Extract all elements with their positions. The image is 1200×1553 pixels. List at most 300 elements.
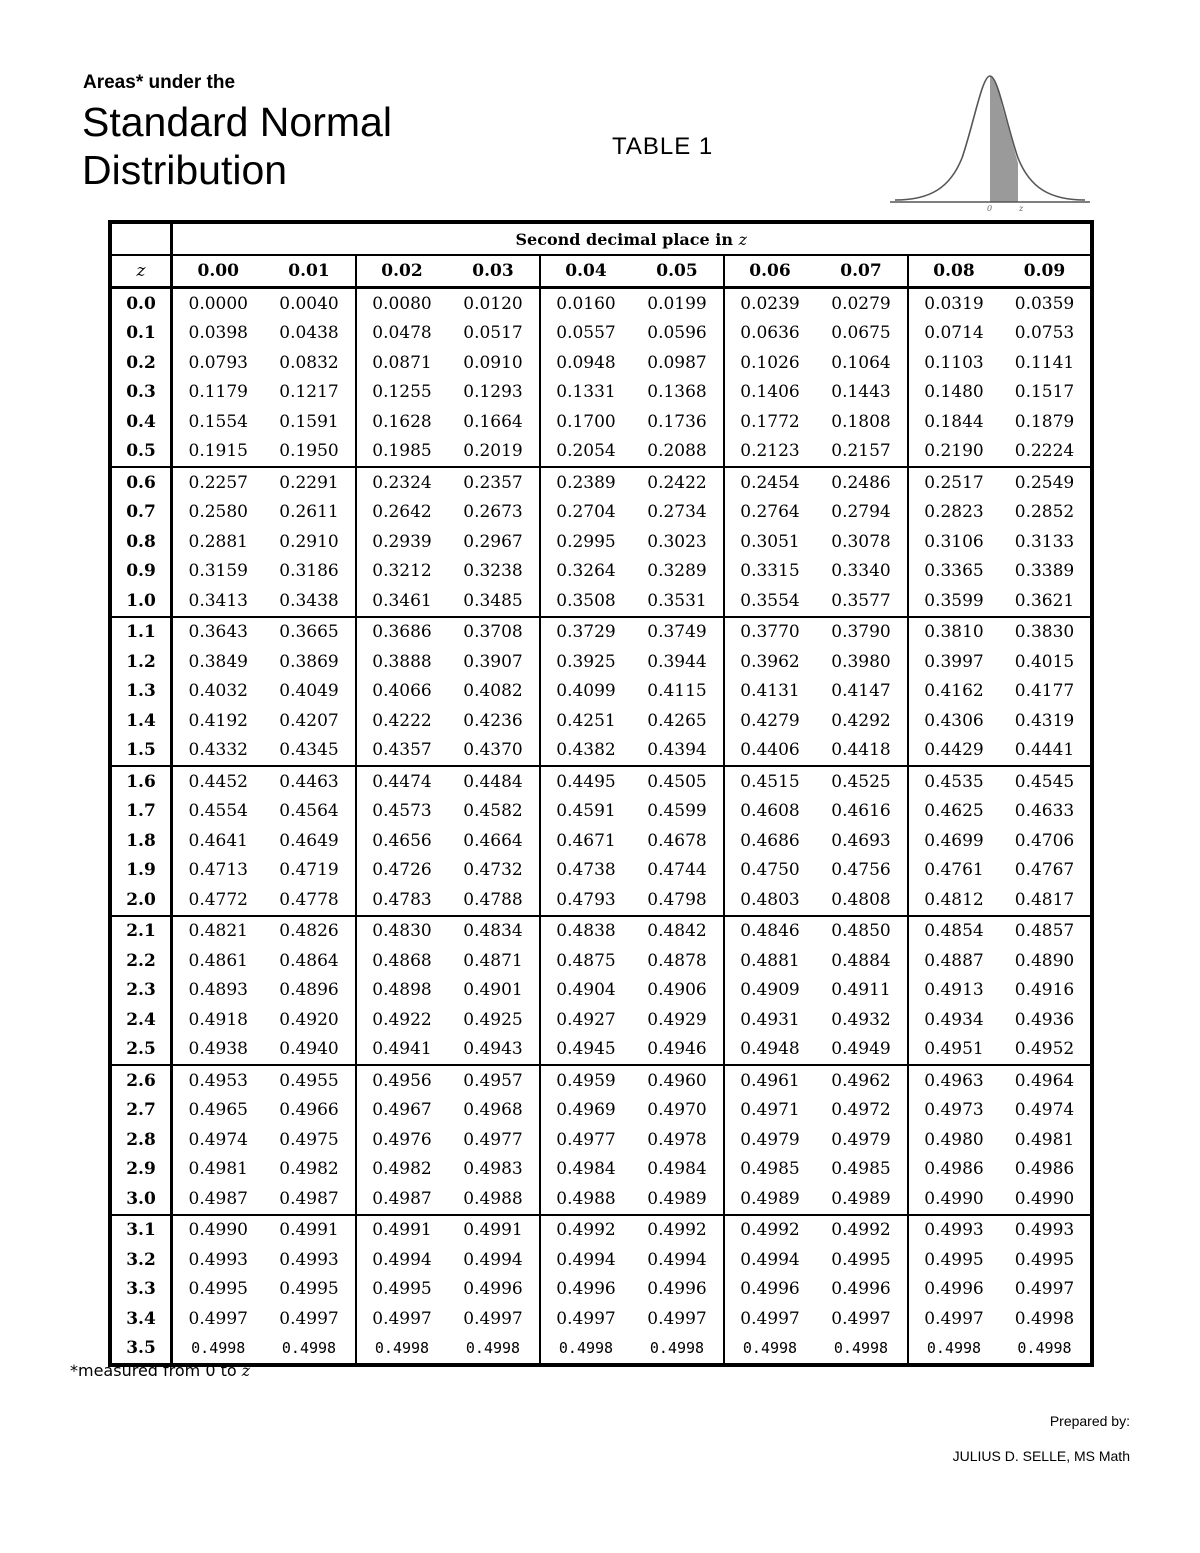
z-value-cell: 0.0 — [110, 288, 172, 319]
area-value-cell: 0.4982 — [264, 1155, 356, 1185]
column-header: 0.07 — [816, 255, 908, 288]
area-value-cell: 0.4953 — [188, 1070, 248, 1091]
column-header-row — [110, 255, 1092, 288]
area-value-cell: 0.0596 — [632, 319, 724, 349]
area-value-cell: 0.1772 — [740, 411, 800, 432]
area-value-cell: 0.1064 — [816, 348, 908, 378]
table-row — [110, 348, 1092, 378]
column-header: 0.08 — [908, 255, 1000, 288]
super-header — [172, 222, 1092, 255]
z-value-cell: 2.1 — [110, 916, 172, 947]
area-value-cell: 0.4979 — [740, 1129, 800, 1150]
area-value-cell: 0.4878 — [632, 946, 724, 976]
z-value-cell: 0.5 — [110, 437, 172, 468]
area-value-cell: 0.4842 — [632, 916, 724, 947]
z-value-cell: 3.5 — [110, 1334, 172, 1366]
area-value-cell: 0.4996 — [448, 1275, 540, 1305]
area-value-cell: 0.4990 — [908, 1184, 1000, 1215]
area-value-cell: 0.2673 — [448, 498, 540, 528]
shaded-area — [990, 76, 1018, 202]
area-value-cell: 0.4998 — [926, 1339, 982, 1358]
area-value-cell: 0.4990 — [188, 1220, 248, 1241]
area-value-cell: 0.1879 — [1014, 411, 1075, 432]
area-value-cell: 0.0080 — [372, 293, 432, 314]
area-value-cell: 0.3749 — [632, 617, 724, 648]
area-value-cell: 0.4976 — [372, 1129, 432, 1150]
area-value-cell: 0.4993 — [264, 1245, 356, 1275]
area-value-cell: 0.4992 — [816, 1215, 908, 1246]
area-value-cell: 0.4826 — [264, 916, 356, 947]
area-value-cell: 0.2881 — [188, 531, 248, 552]
z-column-header-text: z — [136, 261, 146, 281]
area-value-cell: 0.4934 — [924, 1009, 984, 1030]
area-value-cell: 0.4952 — [1000, 1035, 1092, 1066]
area-value-cell: 0.4713 — [188, 860, 248, 881]
area-value-cell: 0.2257 — [188, 472, 248, 493]
table-row — [110, 1125, 1092, 1155]
area-value-cell: 0.4940 — [264, 1035, 356, 1066]
area-value-cell: 0.4972 — [816, 1096, 908, 1126]
area-value-cell: 0.4974 — [1014, 1100, 1075, 1121]
area-value-cell: 0.1217 — [264, 378, 356, 408]
area-value-cell: 0.4987 — [264, 1184, 356, 1215]
area-value-cell: 0.4616 — [816, 797, 908, 827]
area-value-cell: 0.4857 — [1014, 921, 1075, 942]
area-value-cell: 0.2357 — [448, 467, 540, 498]
area-value-cell: 0.4984 — [632, 1155, 724, 1185]
area-value-cell: 0.2967 — [448, 527, 540, 557]
area-value-cell: 0.4582 — [448, 797, 540, 827]
area-value-cell: 0.4474 — [372, 771, 432, 792]
area-value-cell: 0.4830 — [372, 921, 432, 942]
area-value-cell: 0.4884 — [816, 946, 908, 976]
table-label: TABLE 1 — [612, 133, 714, 160]
z-value-cell: 2.2 — [110, 946, 172, 976]
area-value-cell: 0.1480 — [924, 382, 984, 403]
area-value-cell: 0.4931 — [740, 1009, 800, 1030]
area-value-cell: 0.4922 — [372, 1009, 432, 1030]
area-value-cell: 0.4515 — [740, 771, 800, 792]
area-value-cell: 0.4986 — [1014, 1159, 1075, 1180]
area-value-cell: 0.4932 — [816, 1005, 908, 1035]
area-value-cell: 0.3708 — [448, 617, 540, 648]
area-value-cell: 0.4960 — [632, 1065, 724, 1096]
area-value-cell: 0.3729 — [556, 622, 616, 643]
area-value-cell: 0.3159 — [188, 561, 248, 582]
area-value-cell: 0.3925 — [556, 651, 616, 672]
z-value-cell: 0.9 — [110, 557, 172, 587]
area-value-cell: 0.3869 — [264, 647, 356, 677]
area-value-cell: 0.4996 — [556, 1279, 616, 1300]
table-row — [110, 916, 1092, 947]
area-value-cell: 0.4913 — [924, 980, 984, 1001]
area-value-cell: 0.4177 — [1014, 681, 1075, 702]
area-value-cell: 0.4994 — [556, 1249, 616, 1270]
area-value-cell: 0.4965 — [188, 1100, 248, 1121]
area-value-cell: 0.4066 — [372, 681, 432, 702]
area-value-cell: 0.4834 — [448, 916, 540, 947]
z-value-cell: 3.1 — [110, 1215, 172, 1246]
area-value-cell: 0.4279 — [740, 710, 800, 731]
area-value-cell: 0.3770 — [740, 622, 800, 643]
area-value-cell: 0.0871 — [372, 352, 432, 373]
z-value-cell: 0.8 — [110, 527, 172, 557]
area-value-cell: 0.3790 — [816, 617, 908, 648]
z-value-cell: 1.4 — [110, 706, 172, 736]
area-value-cell: 0.3023 — [632, 527, 724, 557]
area-value-cell: 0.4990 — [1000, 1184, 1092, 1215]
area-value-cell: 0.4998 — [816, 1334, 908, 1366]
area-value-cell: 0.4963 — [924, 1070, 984, 1091]
area-value-cell: 0.4554 — [188, 801, 248, 822]
area-value-cell: 0.3643 — [188, 622, 248, 643]
area-value-cell: 0.4732 — [448, 856, 540, 886]
table-row — [110, 885, 1092, 916]
area-value-cell: 0.3830 — [1014, 622, 1075, 643]
area-value-cell: 0.4949 — [816, 1035, 908, 1066]
z-value-cell: 2.3 — [110, 976, 172, 1006]
z-value-cell: 1.7 — [110, 797, 172, 827]
area-value-cell: 0.4131 — [740, 681, 800, 702]
area-value-cell: 0.3289 — [632, 557, 724, 587]
area-value-cell: 0.4941 — [356, 1035, 448, 1066]
area-value-cell: 0.4966 — [264, 1096, 356, 1126]
area-value-cell: 0.4995 — [264, 1275, 356, 1305]
area-value-cell: 0.4608 — [740, 801, 800, 822]
area-value-cell: 0.4418 — [816, 736, 908, 767]
title-line-2: Distribution — [82, 147, 288, 193]
area-value-cell: 0.2157 — [816, 437, 908, 468]
area-value-cell: 0.3485 — [448, 586, 540, 617]
area-value-cell: 0.0948 — [556, 352, 616, 373]
area-value-cell: 0.0832 — [264, 348, 356, 378]
area-value-cell: 0.1368 — [632, 378, 724, 408]
area-value-cell: 0.4993 — [924, 1220, 984, 1241]
area-value-cell: 0.1736 — [632, 407, 724, 437]
area-value-cell: 0.3621 — [1000, 586, 1092, 617]
z-value-cell: 1.9 — [110, 856, 172, 886]
area-value-cell: 0.4989 — [724, 1184, 816, 1215]
z-value-cell: 0.3 — [110, 378, 172, 408]
area-value-cell: 0.4591 — [556, 801, 616, 822]
area-value-cell: 0.4162 — [924, 681, 984, 702]
table-row — [110, 826, 1092, 856]
z-value-cell: 1.1 — [110, 617, 172, 648]
area-value-cell: 0.4998 — [448, 1334, 540, 1366]
area-value-cell: 0.4838 — [556, 921, 616, 942]
table-row — [110, 1304, 1092, 1334]
area-value-cell: 0.4871 — [448, 946, 540, 976]
area-value-cell: 0.4955 — [264, 1065, 356, 1096]
area-value-cell: 0.2734 — [632, 498, 724, 528]
column-header: 0.02 — [356, 255, 448, 288]
table-row — [110, 617, 1092, 648]
area-value-cell: 0.3389 — [1014, 561, 1075, 582]
area-value-cell: 0.4726 — [372, 860, 432, 881]
z-value-cell: 1.2 — [110, 647, 172, 677]
area-value-cell: 0.4525 — [816, 766, 908, 797]
area-value-cell: 0.4997 — [264, 1304, 356, 1334]
area-value-cell: 0.4251 — [556, 710, 616, 731]
area-value-cell: 0.4943 — [448, 1035, 540, 1066]
z-value-cell: 1.6 — [110, 766, 172, 797]
area-value-cell: 0.3413 — [172, 586, 264, 617]
area-value-cell: 0.4969 — [556, 1100, 616, 1121]
area-value-cell: 0.4989 — [816, 1184, 908, 1215]
area-value-cell: 0.4850 — [816, 916, 908, 947]
area-value-cell: 0.4948 — [724, 1035, 816, 1066]
area-value-cell: 0.0636 — [740, 323, 800, 344]
area-value-cell: 0.4916 — [1014, 980, 1075, 1001]
area-value-cell: 0.3531 — [632, 586, 724, 617]
area-value-cell: 0.1255 — [372, 382, 432, 403]
z-value-cell: 3.0 — [110, 1184, 172, 1215]
area-value-cell: 0.4980 — [924, 1129, 984, 1150]
area-value-cell: 0.0040 — [264, 288, 356, 319]
z-value-cell: 1.3 — [110, 677, 172, 707]
area-value-cell: 0.3907 — [448, 647, 540, 677]
area-value-cell: 0.4987 — [356, 1184, 448, 1215]
area-value-cell: 0.4599 — [632, 797, 724, 827]
area-value-cell: 0.4671 — [556, 830, 616, 851]
z-value-cell: 2.4 — [110, 1005, 172, 1035]
area-value-cell: 0.4959 — [556, 1070, 616, 1091]
table-row — [110, 467, 1092, 498]
area-value-cell: 0.4332 — [172, 736, 264, 767]
table-row — [110, 677, 1092, 707]
z-value-cell: 3.2 — [110, 1245, 172, 1275]
area-value-cell: 0.4996 — [924, 1279, 984, 1300]
z-column-header — [110, 255, 172, 288]
area-value-cell: 0.4049 — [264, 677, 356, 707]
area-value-cell: 0.4994 — [448, 1245, 540, 1275]
area-value-cell: 0.4750 — [740, 860, 800, 881]
area-value-cell: 0.0714 — [924, 323, 984, 344]
area-value-cell: 0.4981 — [1014, 1129, 1075, 1150]
area-value-cell: 0.4319 — [1014, 710, 1075, 731]
z-table — [108, 220, 1094, 1367]
area-value-cell: 0.4906 — [632, 976, 724, 1006]
z-value-cell: 2.5 — [110, 1035, 172, 1066]
area-value-cell: 0.3577 — [816, 586, 908, 617]
area-value-cell: 0.0438 — [264, 319, 356, 349]
area-value-cell: 0.4994 — [740, 1249, 800, 1270]
column-header: 0.00 — [172, 255, 264, 288]
area-value-cell: 0.4995 — [1014, 1249, 1075, 1270]
title-line-1: Standard Normal — [82, 99, 392, 145]
area-value-cell: 0.1443 — [816, 378, 908, 408]
area-value-cell: 0.0557 — [556, 323, 616, 344]
area-value-cell: 0.1103 — [924, 352, 984, 373]
area-value-cell: 0.4920 — [264, 1005, 356, 1035]
area-value-cell: 0.4382 — [540, 736, 632, 767]
area-value-cell: 0.4901 — [448, 976, 540, 1006]
area-value-cell: 0.4505 — [632, 766, 724, 797]
area-value-cell: 0.2486 — [816, 467, 908, 498]
table-row — [110, 1215, 1092, 1246]
area-value-cell: 0.4864 — [264, 946, 356, 976]
area-value-cell: 0.4997 — [188, 1308, 248, 1329]
area-value-cell: 0.4964 — [1014, 1070, 1075, 1091]
table-row — [110, 437, 1092, 468]
area-value-cell: 0.4817 — [1000, 885, 1092, 916]
area-value-cell: 0.4982 — [372, 1159, 432, 1180]
area-value-cell: 0.4803 — [724, 885, 816, 916]
area-value-cell: 0.2224 — [1000, 437, 1092, 468]
area-value-cell: 0.3554 — [724, 586, 816, 617]
area-value-cell: 0.4991 — [372, 1220, 432, 1241]
area-value-cell: 0.4996 — [740, 1279, 800, 1300]
table-row — [110, 319, 1092, 349]
area-value-cell: 0.4772 — [172, 885, 264, 916]
area-value-cell: 0.4495 — [556, 771, 616, 792]
area-value-cell: 0.0910 — [448, 348, 540, 378]
area-value-cell: 0.0478 — [372, 323, 432, 344]
z-value-cell: 3.4 — [110, 1304, 172, 1334]
table-row — [110, 647, 1092, 677]
area-value-cell: 0.4306 — [924, 710, 984, 731]
area-value-cell: 0.4719 — [264, 856, 356, 886]
area-value-cell: 0.4973 — [924, 1100, 984, 1121]
area-value-cell: 0.4987 — [172, 1184, 264, 1215]
area-value-cell: 0.4993 — [1014, 1220, 1075, 1241]
area-value-cell: 0.2190 — [908, 437, 1000, 468]
area-value-cell: 0.4896 — [264, 976, 356, 1006]
area-value-cell: 0.3888 — [372, 651, 432, 672]
area-value-cell: 0.4998 — [558, 1339, 614, 1358]
area-value-cell: 0.4649 — [264, 826, 356, 856]
area-value-cell: 0.4998 — [191, 1339, 246, 1358]
area-value-cell: 0.0120 — [448, 288, 540, 319]
area-value-cell: 0.4756 — [816, 856, 908, 886]
area-value-cell: 0.4997 — [816, 1304, 908, 1334]
area-value-cell: 0.4846 — [740, 921, 800, 942]
area-value-cell: 0.3508 — [540, 586, 632, 617]
z-value-cell: 2.8 — [110, 1125, 172, 1155]
area-value-cell: 0.2852 — [1014, 502, 1075, 523]
area-value-cell: 0.2454 — [740, 472, 800, 493]
area-value-cell: 0.1179 — [188, 382, 248, 403]
super-header-text: Second decimal place in z — [515, 229, 747, 249]
z-value-cell: 1.0 — [110, 586, 172, 617]
area-value-cell: 0.0359 — [1014, 293, 1075, 314]
area-value-cell: 0.4357 — [356, 736, 448, 767]
z-value-cell: 0.4 — [110, 407, 172, 437]
table-row — [110, 797, 1092, 827]
area-value-cell: 0.4994 — [372, 1249, 432, 1270]
area-value-cell: 0.4998 — [1014, 1308, 1075, 1329]
area-value-cell: 0.4970 — [632, 1096, 724, 1126]
area-value-cell: 0.4993 — [188, 1249, 248, 1270]
area-value-cell: 0.4429 — [908, 736, 1000, 767]
area-value-cell: 0.4995 — [372, 1279, 432, 1300]
area-value-cell: 0.0793 — [188, 352, 248, 373]
area-value-cell: 0.2291 — [264, 467, 356, 498]
area-value-cell: 0.4995 — [188, 1279, 248, 1300]
area-value-cell: 0.4573 — [372, 801, 432, 822]
area-value-cell: 0.4986 — [924, 1159, 984, 1180]
area-value-cell: 0.4962 — [816, 1065, 908, 1096]
area-value-cell: 0.4881 — [740, 950, 800, 971]
area-value-cell: 0.4861 — [188, 950, 248, 971]
area-value-cell: 0.4998 — [264, 1334, 356, 1366]
area-value-cell: 0.2123 — [724, 437, 816, 468]
area-value-cell: 0.3980 — [816, 647, 908, 677]
area-value-cell: 0.1517 — [1014, 382, 1075, 403]
area-value-cell: 0.4983 — [448, 1155, 540, 1185]
area-value-cell: 0.4998 — [632, 1334, 724, 1366]
area-value-cell: 0.4441 — [1000, 736, 1092, 767]
area-value-cell: 0.3997 — [924, 651, 984, 672]
z-value-cell: 1.5 — [110, 736, 172, 767]
area-value-cell: 0.4911 — [816, 976, 908, 1006]
area-value-cell: 0.4956 — [372, 1070, 432, 1091]
area-value-cell: 0.4997 — [1014, 1279, 1075, 1300]
z-value-cell: 2.0 — [110, 885, 172, 916]
area-value-cell: 0.4463 — [264, 766, 356, 797]
area-value-cell: 0.4996 — [816, 1275, 908, 1305]
area-value-cell: 0.4979 — [816, 1125, 908, 1155]
table-row — [110, 736, 1092, 767]
area-value-cell: 0.4938 — [172, 1035, 264, 1066]
table-row — [110, 856, 1092, 886]
table-row — [110, 706, 1092, 736]
table-row — [110, 1035, 1092, 1066]
table-row — [110, 946, 1092, 976]
z-table-body — [110, 288, 1092, 1366]
area-value-cell: 0.4984 — [556, 1159, 616, 1180]
area-value-cell: 0.0987 — [632, 348, 724, 378]
area-value-cell: 0.4641 — [188, 830, 248, 851]
area-value-cell: 0.4265 — [632, 706, 724, 736]
area-value-cell: 0.4812 — [908, 885, 1000, 916]
area-value-cell: 0.0279 — [816, 288, 908, 319]
area-value-cell: 0.0753 — [1014, 323, 1075, 344]
area-value-cell: 0.0517 — [448, 319, 540, 349]
area-value-cell: 0.3665 — [264, 617, 356, 648]
areas-subtitle: Areas* under the — [83, 72, 236, 93]
curve-label-zero: 0 — [987, 204, 993, 213]
area-value-cell: 0.1141 — [1014, 352, 1075, 373]
area-value-cell: 0.4977 — [448, 1125, 540, 1155]
area-value-cell: 0.2939 — [372, 531, 432, 552]
area-value-cell: 0.3238 — [448, 557, 540, 587]
area-value-cell: 0.4767 — [1014, 860, 1075, 881]
area-value-cell: 0.4222 — [372, 710, 432, 731]
area-value-cell: 0.4147 — [816, 677, 908, 707]
area-value-cell: 0.4744 — [632, 856, 724, 886]
area-value-cell: 0.4898 — [372, 980, 432, 1001]
column-header: 0.09 — [1000, 255, 1092, 288]
column-header: 0.04 — [540, 255, 632, 288]
area-value-cell: 0.3133 — [1014, 531, 1075, 552]
area-value-cell: 0.3461 — [356, 586, 448, 617]
normal-curve-illustration — [890, 68, 1090, 218]
area-value-cell: 0.4875 — [556, 950, 616, 971]
area-value-cell: 0.2324 — [372, 472, 432, 493]
z-value-cell: 3.3 — [110, 1275, 172, 1305]
area-value-cell: 0.1950 — [264, 437, 356, 468]
area-value-cell: 0.2019 — [448, 437, 540, 468]
area-value-cell: 0.3810 — [924, 622, 984, 643]
table-row — [110, 527, 1092, 557]
area-value-cell: 0.2611 — [264, 498, 356, 528]
area-value-cell: 0.4945 — [540, 1035, 632, 1066]
footnote: *measured from 0 to z — [70, 1361, 251, 1380]
area-value-cell: 0.4971 — [740, 1100, 800, 1121]
area-value-cell: 0.4957 — [448, 1065, 540, 1096]
area-value-cell: 0.3051 — [740, 531, 800, 552]
